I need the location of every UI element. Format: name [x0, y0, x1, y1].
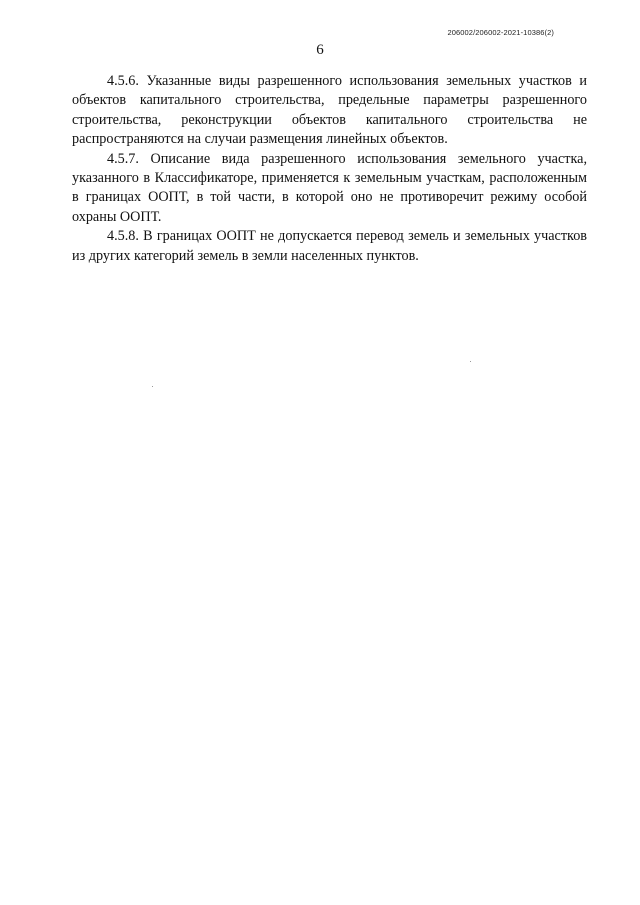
scan-speck — [152, 386, 153, 387]
document-id: 206002/206002-2021-10386(2) — [447, 28, 554, 37]
scan-speck — [470, 361, 471, 362]
document-body — [72, 72, 587, 266]
paragraph-4-5-8: 4.5.8. В границах ООПТ не допускается перевод земель и земельных участков из других категорий земель в земли населенных пунктов. — [72, 228, 587, 264]
paragraph-4-5-7: 4.5.7. Описание вида разрешенного использования земельного участка, указанного в Классификаторе, применяется к земельным участкам, расположенным в границах ООПТ, в той части, в которой оно не противоречит режиму особой охраны ООПТ. — [72, 150, 587, 225]
page-number: 6 — [316, 42, 324, 58]
paragraph-4-5-6: 4.5.6. Указанные виды разрешенного использования земельных участков и объектов капитального строительства, предельные параметры разрешенного строительства, реконструкции объектов капитального строительства не распространяются на случаи размещения линейных объектов. — [72, 73, 587, 148]
